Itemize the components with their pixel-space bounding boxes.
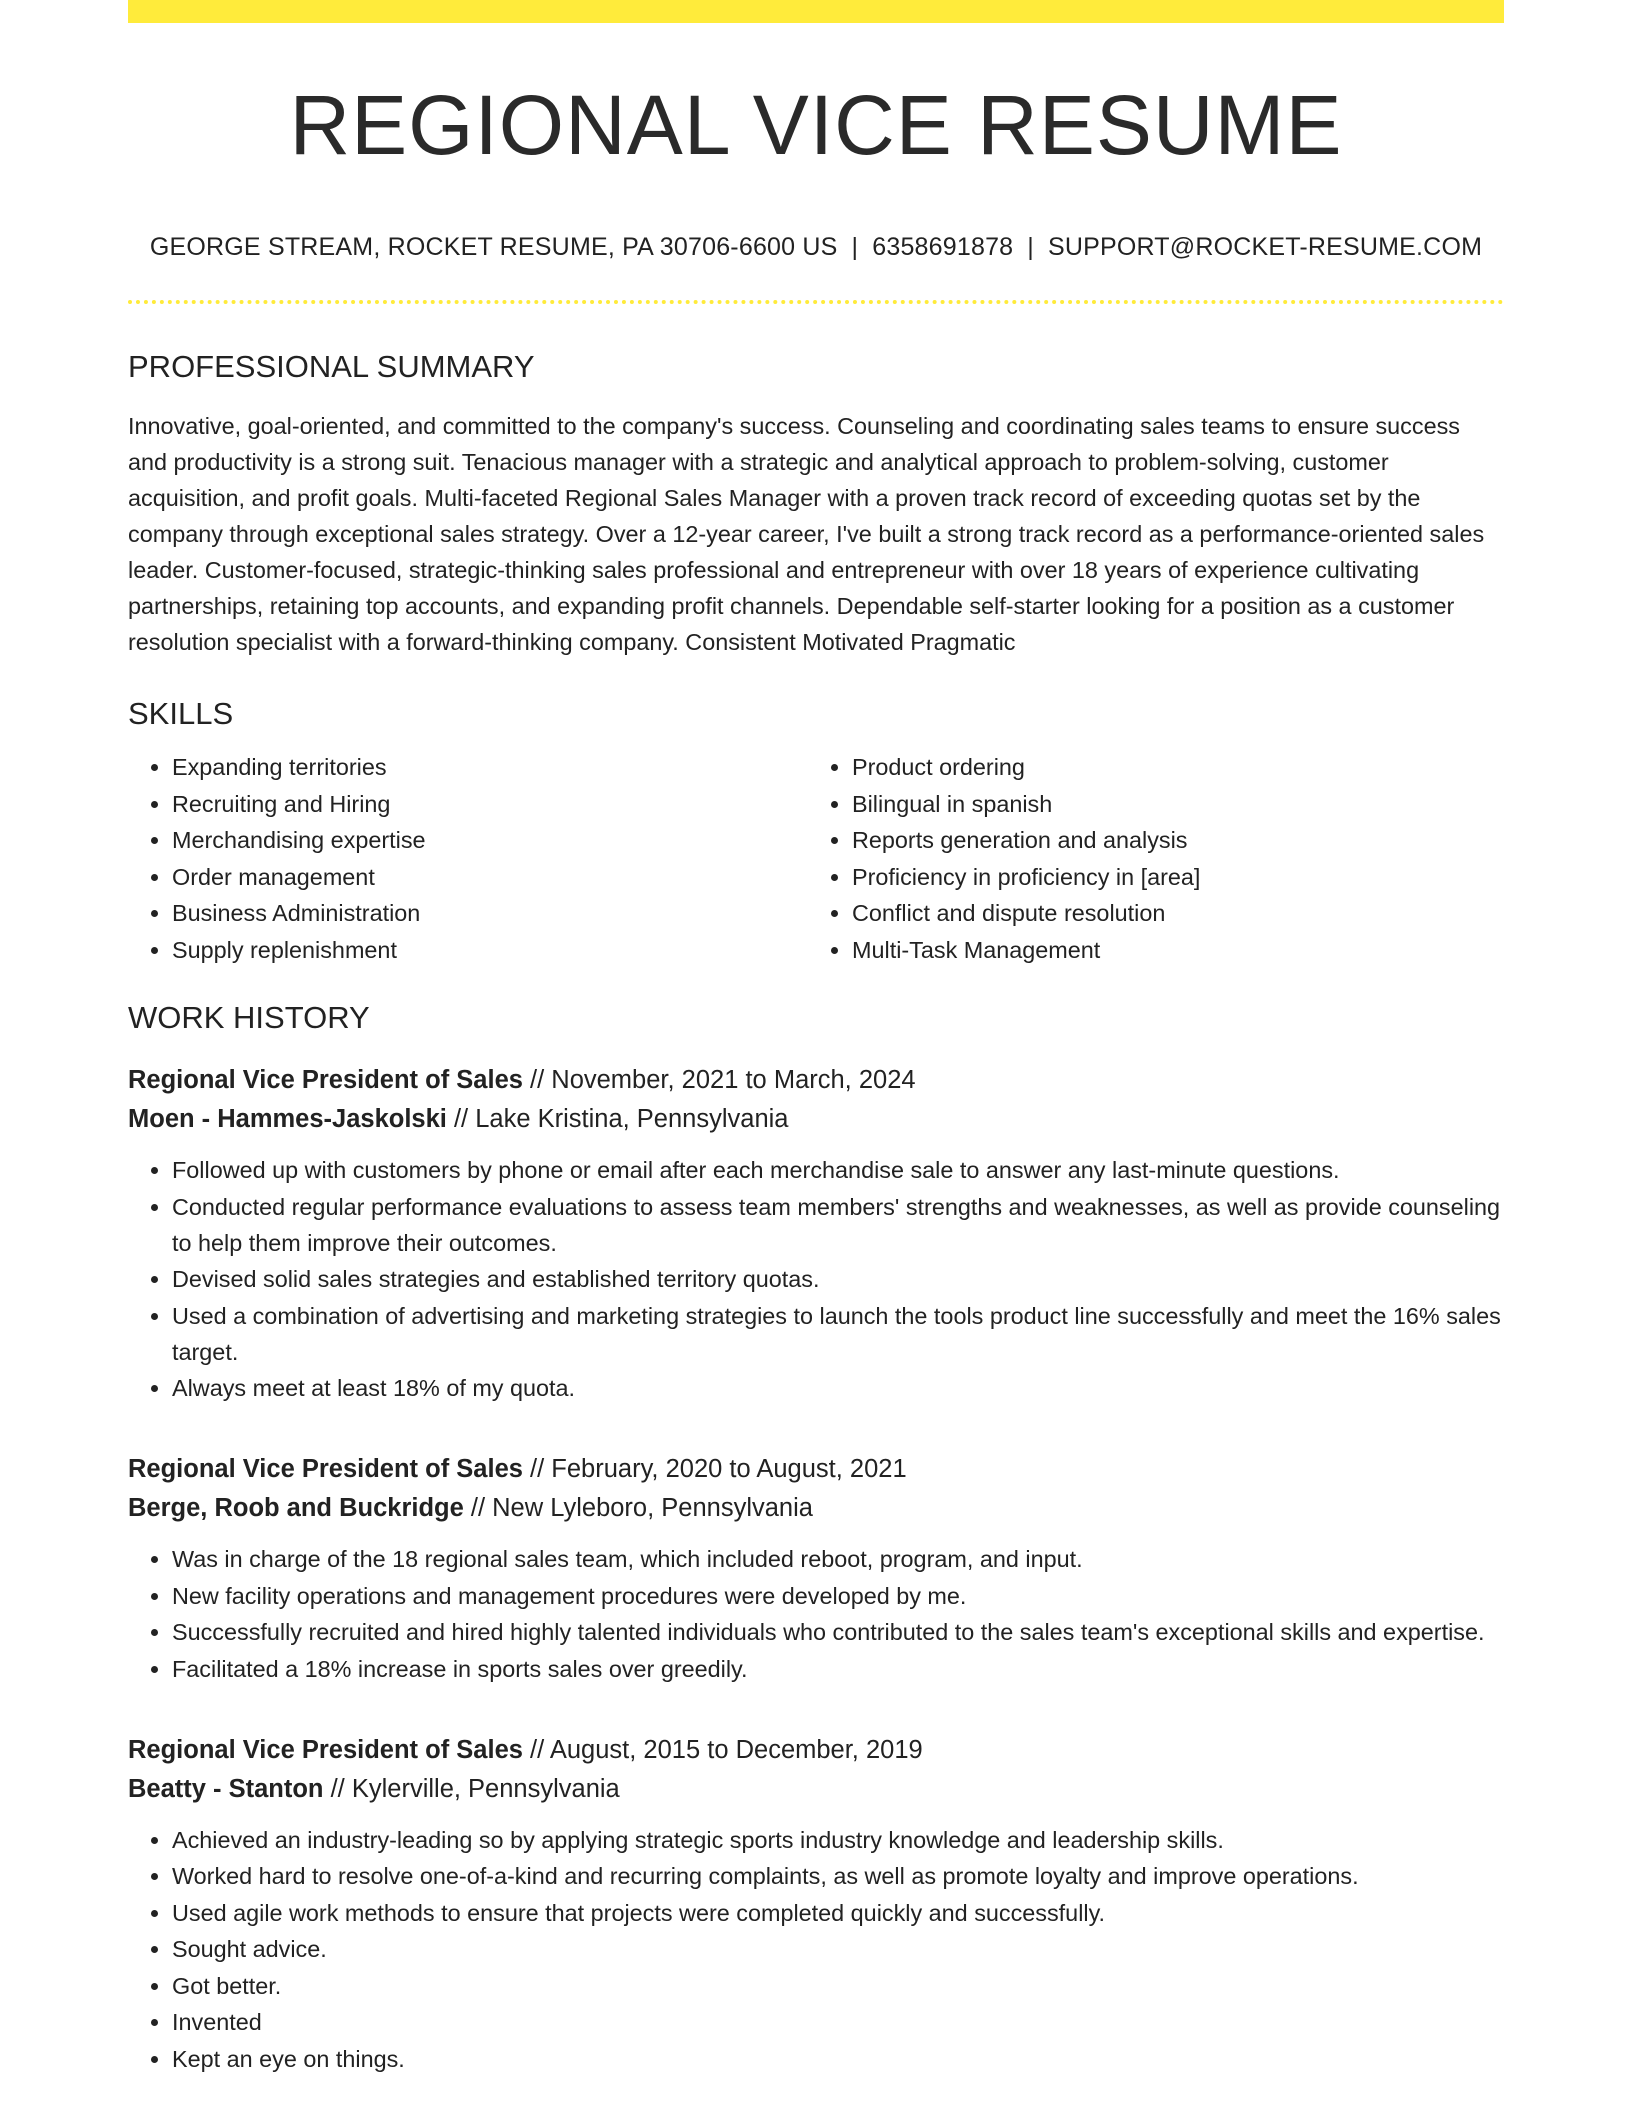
skill-item: • Recruiting and Hiring — [172, 786, 808, 823]
job-location: // Lake Kristina, Pennsylvania — [446, 1105, 789, 1133]
skill-item: • Business Administration — [172, 895, 808, 932]
job-bullet: • Always meet at least 18% of my quota. — [172, 1370, 1504, 1406]
job-entry — [128, 1061, 1504, 1406]
contact-address: GEORGE STREAM, ROCKET RESUME, PA 30706-6600 US — [149, 233, 838, 261]
job-company-line — [128, 1100, 1504, 1139]
skill-item: • Supply replenishment — [172, 932, 808, 969]
summary-text: Innovative, goal-oriented, and committed to the company's success. Counseling and coordinating sales teams to ensure success and productivity is a strong suit. Tenacious manager with a strategic and analytical approach to problem-solving, customer acquisition, and profit goals. Multi-faceted Regional Sales Manager with a proven track record of exceeding quotas set by the company through exceptional sales strategy. Over a 12-year career, I've built a strong track record as a performance-oriented sales leader. Customer-focused, strategic-thinking sales professional and entrepreneur with over 18 years of experience cultivating partnerships, retaining top accounts, and expanding profit channels. Dependable self-starter looking for a position as a customer resolution specialist with a forward-thinking company. Consistent Motivated Pragmatic — [128, 413, 1485, 655]
job-bullet: • Got better. — [172, 1968, 1504, 2004]
skill-item: • Expanding territories — [172, 749, 808, 786]
skill-item: • Conflict and dispute resolution — [852, 895, 1488, 932]
summary-heading: PROFESSIONAL SUMMARY — [128, 349, 535, 384]
job-title-line — [128, 1061, 1504, 1100]
job-bullet: • Conducted regular performance evaluations to assess team members' strengths and weaknesses, as well as provide counseling to help them improve their outcomes. — [172, 1189, 1504, 1261]
job-company-line — [128, 1489, 1504, 1528]
job-bullet: • Used a combination of advertising and marketing strategies to launch the tools product line successfully and meet the 16% sales target. — [172, 1298, 1504, 1370]
job-company: Berge, Roob and Buckridge — [128, 1494, 464, 1522]
skill-item: • Product ordering — [852, 749, 1488, 786]
job-bullet: • New facility operations and management procedures were developed by me. — [172, 1578, 1504, 1614]
job-dates: // February, 2020 to August, 2021 — [522, 1455, 907, 1483]
job-company: Beatty - Stanton — [128, 1774, 324, 1803]
job-bullets — [128, 1822, 1504, 2077]
skill-item: • Proficiency in proficiency in [area] — [852, 859, 1488, 896]
job-bullet: • Successfully recruited and hired highly talented individuals who contributed to the sales team's exceptional skills and expertise. — [172, 1614, 1504, 1650]
skill-item: • Order management — [172, 859, 808, 896]
contact-line — [128, 235, 1504, 260]
skills-list-left — [128, 749, 808, 968]
job-dates: // August, 2015 to December, 2019 — [522, 1735, 923, 1764]
job-bullet: • Devised solid sales strategies and established territory quotas. — [172, 1261, 1504, 1297]
job-bullet: • Achieved an industry-leading so by applying strategic sports industry knowledge and leadership skills. — [172, 1822, 1504, 1858]
skills-heading: SKILLS — [128, 696, 234, 731]
job-title: Regional Vice President of Sales — [128, 1066, 523, 1094]
job-bullets — [128, 1152, 1504, 1406]
job-bullet: • Kept an eye on things. — [172, 2041, 1504, 2077]
job-title-line — [128, 1450, 1504, 1489]
contact-separator: | — [1027, 233, 1034, 261]
job-bullet: • Sought advice. — [172, 1931, 1504, 1967]
job-location: // New Lyleboro, Pennsylvania — [463, 1494, 813, 1522]
contact-phone: 6358691878 — [872, 233, 1014, 261]
skill-item: • Bilingual in spanish — [852, 786, 1488, 823]
work-history-heading: WORK HISTORY — [128, 1000, 370, 1035]
contact-separator: | — [851, 233, 859, 261]
job-dates: // November, 2021 to March, 2024 — [522, 1066, 916, 1094]
job-bullet: • Invented — [172, 2004, 1504, 2040]
job-title: Regional Vice President of Sales — [128, 1735, 523, 1764]
contact-email: SUPPORT@ROCKET-RESUME.COM — [1047, 233, 1483, 261]
job-title-line — [128, 1731, 1504, 1770]
dotted-divider — [128, 300, 1504, 304]
resume-title: REGIONAL VICE RESUME — [289, 78, 1343, 172]
job-entry — [128, 1731, 1504, 2077]
job-entry — [128, 1450, 1504, 1687]
job-company: Moen - Hammes-Jaskolski — [128, 1105, 447, 1133]
skills-columns — [128, 749, 1504, 968]
job-bullets — [128, 1541, 1504, 1687]
job-bullet: • Used agile work methods to ensure that projects were completed quickly and successfully. — [172, 1895, 1504, 1931]
job-company-line — [128, 1770, 1504, 1809]
resume-page — [128, 0, 1504, 2077]
job-bullet: • Was in charge of the 18 regional sales team, which included reboot, program, and input. — [172, 1541, 1504, 1577]
job-bullet: • Worked hard to resolve one-of-a-kind and recurring complaints, as well as promote loyalty and improve operations. — [172, 1858, 1504, 1894]
job-title: Regional Vice President of Sales — [128, 1455, 523, 1483]
job-bullet: • Followed up with customers by phone or email after each merchandise sale to answer any last-minute questions. — [172, 1152, 1504, 1188]
job-location: // Kylerville, Pennsylvania — [323, 1774, 620, 1803]
skill-item: • Multi-Task Management — [852, 932, 1488, 969]
job-bullet: • Facilitated a 18% increase in sports sales over greedily. — [172, 1651, 1504, 1687]
skills-list-right — [808, 749, 1488, 968]
skill-item: • Merchandising expertise — [172, 822, 808, 859]
skill-item: • Reports generation and analysis — [852, 822, 1488, 859]
accent-top-bar — [128, 0, 1504, 23]
